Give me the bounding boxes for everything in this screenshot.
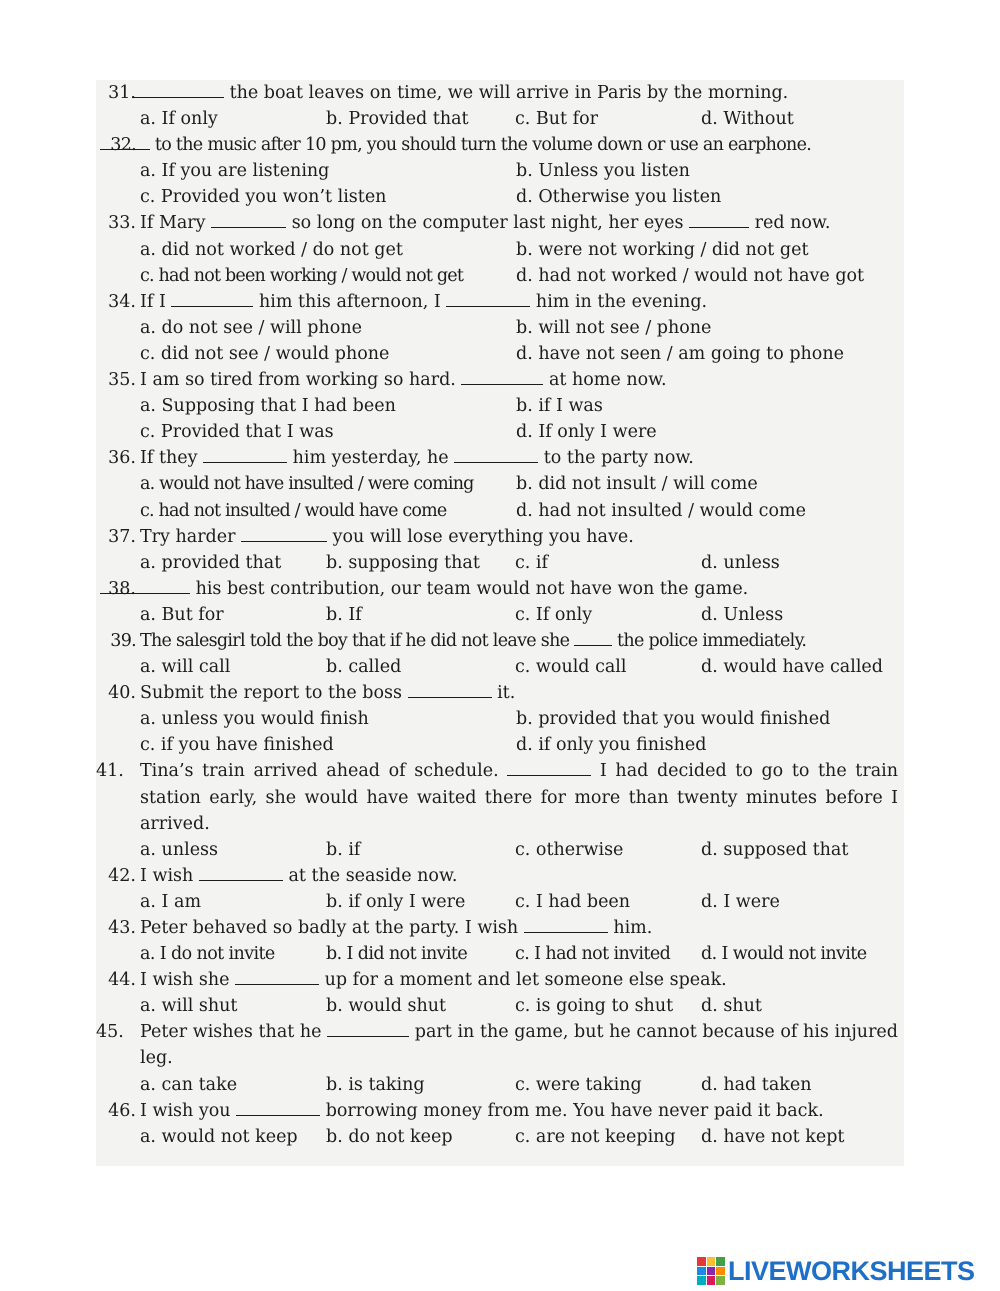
stem-text: I wish <box>140 865 199 886</box>
answer-options <box>96 1072 904 1098</box>
option-c[interactable]: c. if <box>515 552 549 573</box>
answer-options <box>96 315 904 367</box>
question-37 <box>96 524 904 576</box>
question-34 <box>96 289 904 367</box>
question-number: 45. <box>96 1022 124 1043</box>
question-number: 34. <box>108 291 136 312</box>
option-b[interactable]: b. supposing that <box>326 552 480 573</box>
stem-text: If Mary <box>140 213 212 234</box>
stem-text: him this afternoon, I <box>253 291 447 312</box>
answer-options <box>96 837 904 863</box>
option-a[interactable]: a. would not keep <box>140 1126 298 1147</box>
stem-text: him yesterday, he <box>287 448 455 469</box>
option-c[interactable]: c. had not been working / would not get <box>140 265 464 286</box>
question-38 <box>96 576 904 628</box>
question-number: 38. <box>108 578 136 599</box>
question-stem <box>140 524 634 550</box>
answer-options <box>96 1124 904 1150</box>
question-stem <box>140 761 898 833</box>
logo-text: LIVEWORKSHEETS <box>728 1255 975 1286</box>
option-a[interactable]: a. unless <box>140 839 219 860</box>
stem-text: I wish you <box>140 1100 237 1121</box>
option-c[interactable]: c. If only <box>515 604 593 625</box>
option-c[interactable]: c. Provided that I was <box>140 422 334 443</box>
option-a[interactable]: a. But for <box>140 604 224 625</box>
stem-text: you will lose everything you have. <box>327 526 634 547</box>
question-number: 42. <box>108 865 136 886</box>
option-b[interactable]: b. did not insult / will come <box>516 474 758 495</box>
option-b[interactable]: b. if I was <box>516 396 603 417</box>
option-a[interactable]: a. If you are listening <box>140 161 330 182</box>
option-b[interactable]: b. if <box>326 839 361 860</box>
answer-blank[interactable] <box>461 370 543 385</box>
stem-text: him. <box>607 918 653 938</box>
answer-blank[interactable] <box>524 918 608 933</box>
question-stem <box>140 863 457 889</box>
stem-text: borrowing money from me. You have never paid it back. <box>320 1100 824 1121</box>
question-stem <box>140 289 707 315</box>
option-a[interactable]: a. will call <box>140 657 231 678</box>
question-number: 39. <box>110 630 136 651</box>
answer-blank[interactable] <box>235 970 319 985</box>
stem-text: red now. <box>749 213 831 234</box>
stem-text: Tina’s train arrived ahead of schedule. <box>140 761 508 782</box>
answer-blank[interactable] <box>689 213 749 228</box>
stem-text: The salesgirl told the boy that if he did not leave she <box>140 630 575 651</box>
question-stem <box>140 210 830 236</box>
question-number: 43. <box>108 918 136 938</box>
option-c[interactable]: c. But for <box>515 109 599 130</box>
option-d[interactable]: d. Without <box>701 109 794 130</box>
option-d[interactable]: d. shut <box>701 996 762 1017</box>
option-b[interactable]: b. provided that you would finished <box>516 709 831 730</box>
question-stem <box>140 1022 898 1068</box>
question-stem <box>140 915 652 941</box>
question-31 <box>96 80 904 132</box>
stem-text: so long on the computer last night, her eyes <box>286 213 690 234</box>
question-stem <box>140 680 515 706</box>
liveworksheets-logo[interactable] <box>697 1256 992 1286</box>
stem-text: the police immediately. <box>612 630 807 651</box>
question-stem-line <box>96 863 904 889</box>
option-c[interactable]: c. I had not invited <box>515 944 671 965</box>
stem-text: to the party now. <box>538 448 694 469</box>
answer-blank[interactable] <box>408 683 492 698</box>
stem-text: If I <box>140 291 172 312</box>
question-32 <box>96 132 904 210</box>
question-stem <box>140 1098 824 1124</box>
question-number: 32. <box>110 135 136 156</box>
answer-blank[interactable] <box>171 292 253 307</box>
question-39 <box>96 628 904 680</box>
question-number: 33. <box>108 213 136 234</box>
option-b[interactable]: b. called <box>326 657 402 678</box>
question-stem-line <box>96 628 904 654</box>
option-d[interactable]: d. supposed that <box>701 839 849 860</box>
question-stem-line <box>96 210 904 236</box>
question-stem <box>100 576 748 602</box>
option-c[interactable]: c. otherwise <box>515 839 624 860</box>
option-c[interactable]: c. if you have finished <box>140 735 334 756</box>
option-a[interactable]: a. do not see / will phone <box>140 317 362 338</box>
question-number: 44. <box>108 970 136 991</box>
option-b[interactable]: b. do not keep <box>326 1126 453 1147</box>
question-stem <box>140 628 806 654</box>
option-d[interactable]: d. had not worked / would not have got <box>516 265 865 286</box>
option-a[interactable]: a. I am <box>140 891 202 912</box>
question-stem <box>140 367 667 393</box>
question-number: 40. <box>108 683 136 704</box>
answer-blank[interactable] <box>446 292 530 307</box>
stem-text: the boat leaves on time, we will arrive in Paris by the morning. <box>224 83 789 103</box>
stem-text: at home now. <box>543 370 667 391</box>
stem-text: it. <box>491 683 516 704</box>
answer-options <box>96 706 904 758</box>
answer-blank[interactable] <box>100 135 150 150</box>
option-d[interactable]: d. Unless <box>701 604 784 625</box>
answer-blank[interactable] <box>241 527 327 542</box>
option-b[interactable]: b. is taking <box>326 1074 425 1095</box>
answer-blank[interactable] <box>132 83 224 98</box>
answer-options <box>96 602 904 628</box>
answer-options <box>96 993 904 1019</box>
answer-blank[interactable] <box>507 761 591 776</box>
question-stem-line <box>96 1098 904 1124</box>
option-b[interactable]: b. were not working / did not get <box>516 239 809 260</box>
option-d[interactable]: d. have not kept <box>701 1126 845 1147</box>
option-d[interactable]: d. If only I were <box>516 422 657 443</box>
answer-options <box>96 654 904 680</box>
answer-blank[interactable] <box>100 579 190 594</box>
option-a[interactable]: a. Supposing that I had been <box>140 396 396 417</box>
stem-text: up for a moment and let someone else speak. <box>319 970 727 991</box>
option-d[interactable]: d. I were <box>701 891 780 912</box>
option-c[interactable]: c. were taking <box>515 1074 642 1095</box>
question-number: 35. <box>108 370 136 391</box>
question-42 <box>96 863 904 915</box>
answer-blank[interactable] <box>236 1101 320 1116</box>
stem-text: If they <box>140 448 204 469</box>
option-d[interactable]: d. have not seen / am going to phone <box>516 343 844 364</box>
answer-options <box>96 941 904 967</box>
option-b[interactable]: b. will not see / phone <box>516 317 712 338</box>
question-stem-line <box>96 915 904 941</box>
stem-text: Peter behaved so badly at the party. I wish <box>140 918 524 938</box>
stem-text: Submit the report to the boss <box>140 683 408 704</box>
answer-blank[interactable] <box>454 448 538 463</box>
answer-options <box>96 393 904 445</box>
question-45 <box>96 1019 904 1097</box>
question-43 <box>96 915 904 967</box>
answer-options <box>96 889 904 915</box>
question-stem <box>132 80 788 106</box>
question-number: 41. <box>96 761 124 782</box>
question-number: 31. <box>108 83 136 103</box>
question-33 <box>96 210 904 288</box>
worksheet <box>96 80 904 1166</box>
option-a[interactable]: a. did not worked / do not get <box>140 239 403 260</box>
option-a[interactable]: a. will shut <box>140 996 238 1017</box>
question-41 <box>96 758 904 862</box>
question-stem-line <box>96 524 904 550</box>
answer-blank[interactable] <box>211 213 286 228</box>
option-b[interactable]: b. If <box>326 604 362 625</box>
stem-text: him in the evening. <box>530 291 708 312</box>
answer-blank[interactable] <box>199 866 283 881</box>
stem-text: part in the game, but he cannot because of his injured leg. <box>140 1022 898 1069</box>
option-a[interactable]: a. If only <box>140 109 218 130</box>
question-number: 46. <box>108 1100 136 1121</box>
question-stem <box>140 445 694 471</box>
option-c[interactable]: c. Provided you won’t listen <box>140 187 387 208</box>
option-a[interactable]: a. provided that <box>140 552 282 573</box>
option-d[interactable]: d. Otherwise you listen <box>516 187 722 208</box>
liveworksheets-logo-icon <box>697 1257 725 1285</box>
option-d[interactable]: d. would have called <box>701 657 883 678</box>
option-d[interactable]: d. had taken <box>701 1074 812 1095</box>
stem-text: to the music after 10 pm, you should turn the volume down or use an earphone. <box>150 135 812 156</box>
question-stem-line <box>96 445 904 471</box>
question-35 <box>96 367 904 445</box>
question-stem-line <box>96 758 904 836</box>
option-b[interactable]: b. Provided that <box>326 109 469 130</box>
stem-text: I am so tired from working so hard. <box>140 370 462 391</box>
question-stem-line <box>96 367 904 393</box>
stem-text: I had decided to go to the train station early, she would have waited there for more than twenty minutes before I arrived. <box>140 761 899 834</box>
question-stem-line <box>96 80 904 106</box>
option-a[interactable]: a. can take <box>140 1074 238 1095</box>
stem-text: Peter wishes that he <box>140 1022 328 1043</box>
answer-blank[interactable] <box>574 631 612 646</box>
answer-options <box>96 237 904 289</box>
option-b[interactable]: b. I did not invite <box>326 944 468 965</box>
option-b[interactable]: b. would shut <box>326 996 447 1017</box>
answer-options <box>96 550 904 576</box>
stem-text: Try harder <box>140 526 242 547</box>
answer-options <box>96 471 904 523</box>
answer-blank[interactable] <box>203 448 287 463</box>
option-d[interactable]: d. had not insulted / would come <box>516 500 806 521</box>
stem-text: at the seaside now. <box>282 865 458 886</box>
question-stem-line <box>96 1019 904 1071</box>
option-c[interactable]: c. is going to shut <box>515 996 674 1017</box>
option-c[interactable]: c. had not insulted / would have come <box>140 500 447 521</box>
answer-options <box>96 106 904 132</box>
question-44 <box>96 967 904 1019</box>
question-stem-line <box>96 289 904 315</box>
option-c[interactable]: c. would call <box>515 657 627 678</box>
option-d[interactable]: d. I would not invite <box>701 944 867 965</box>
option-c[interactable]: c. did not see / would phone <box>140 343 390 364</box>
question-36 <box>96 445 904 523</box>
option-c[interactable]: c. are not keeping <box>515 1126 676 1147</box>
option-a[interactable]: a. unless you would finish <box>140 709 369 730</box>
option-c[interactable]: c. I had been <box>515 891 631 912</box>
option-a[interactable]: a. I do not invite <box>140 944 275 965</box>
question-46 <box>96 1098 904 1150</box>
question-stem <box>100 132 811 158</box>
stem-text: I wish she <box>140 970 236 991</box>
question-number: 36. <box>108 448 136 469</box>
question-stem-line <box>96 576 904 602</box>
option-a[interactable]: a. would not have insulted / were coming <box>140 474 474 495</box>
option-d[interactable]: d. unless <box>701 552 780 573</box>
answer-blank[interactable] <box>327 1022 409 1037</box>
question-40 <box>96 680 904 758</box>
question-stem-line <box>96 967 904 993</box>
answer-options <box>96 158 904 210</box>
option-b[interactable]: b. Unless you listen <box>516 161 690 182</box>
question-stem <box>140 967 727 993</box>
question-number: 37. <box>108 526 136 547</box>
option-d[interactable]: d. if only you finished <box>516 735 707 756</box>
stem-text: his best contribution, our team would not have won the game. <box>190 578 749 599</box>
question-stem-line <box>96 132 904 158</box>
option-b[interactable]: b. if only I were <box>326 891 466 912</box>
question-stem-line <box>96 680 904 706</box>
